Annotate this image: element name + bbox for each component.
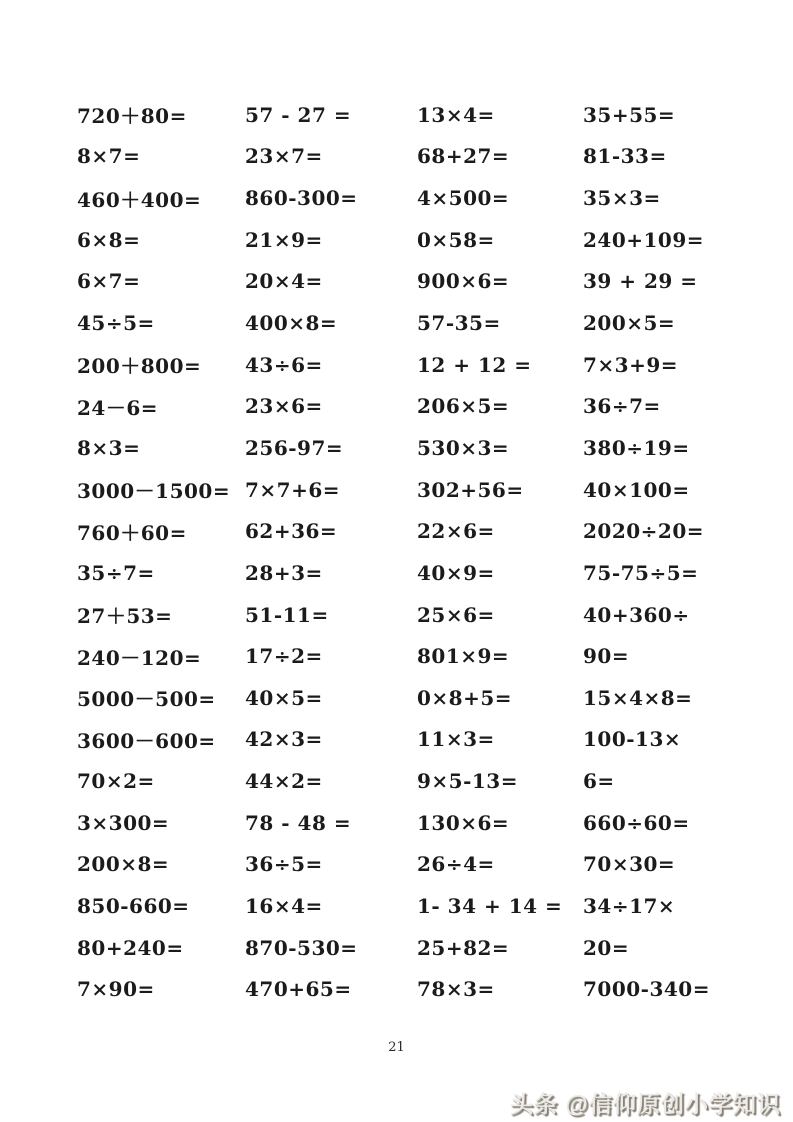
problem: 35÷7= xyxy=(77,560,155,585)
problem: 200＋800= xyxy=(77,354,202,379)
problem-row xyxy=(77,927,777,969)
problem: 81-33= xyxy=(583,144,667,169)
problem: 7000-340= xyxy=(583,977,710,1002)
problem-row xyxy=(77,635,777,677)
problem: 870-530= xyxy=(245,935,358,960)
problem: 1- 34 + 14 = xyxy=(417,893,563,918)
problem: 24－6= xyxy=(77,395,159,420)
problem-row xyxy=(77,219,777,261)
problem: 40+360÷ xyxy=(583,602,690,627)
problem: 20×4= xyxy=(245,269,323,294)
problem: 720＋80= xyxy=(77,104,187,129)
problem: 530×3= xyxy=(417,435,510,460)
problem: 850-660= xyxy=(77,893,190,918)
problem: 256-97= xyxy=(245,435,344,460)
problem: 70×2= xyxy=(77,769,155,794)
problem: 40×9= xyxy=(417,560,495,585)
problem: 3600－600= xyxy=(77,728,216,753)
problem: 78×3= xyxy=(417,977,495,1002)
problem: 51-11= xyxy=(245,602,329,627)
problem-row xyxy=(77,885,777,927)
problem: 200×5= xyxy=(583,311,676,336)
problem: 9×5-13= xyxy=(417,769,518,794)
problem-row xyxy=(77,719,777,761)
problem: 400×8= xyxy=(245,311,338,336)
problem: 35×3= xyxy=(583,186,661,211)
problem: 8×3= xyxy=(77,435,141,460)
problem: 2020÷20= xyxy=(583,519,705,544)
page-number: 21 xyxy=(388,1040,405,1055)
problem: 36÷5= xyxy=(245,852,323,877)
problem: 7×90= xyxy=(77,977,155,1002)
problem: 7×7+6= xyxy=(245,477,341,502)
problem: 25×6= xyxy=(417,602,495,627)
problem: 43÷6= xyxy=(245,352,323,377)
problem: 760＋60= xyxy=(77,520,187,545)
problem: 62+36= xyxy=(245,519,338,544)
problem: 0×58= xyxy=(417,227,495,252)
problem-row xyxy=(77,302,777,344)
problem: 16×4= xyxy=(245,893,323,918)
problem-row xyxy=(77,177,777,219)
problem: 100-13× xyxy=(583,727,682,752)
problem-row xyxy=(77,802,777,844)
problem: 28+3= xyxy=(245,560,323,585)
problem-row xyxy=(77,136,777,178)
problem: 0×8+5= xyxy=(417,685,513,710)
problem-row xyxy=(77,510,777,552)
problem: 302+56= xyxy=(417,477,524,502)
problem-row xyxy=(77,844,777,886)
problem: 23×7= xyxy=(245,144,323,169)
problem: 200×8= xyxy=(77,852,170,877)
problem: 8×7= xyxy=(77,144,141,169)
problem: 3000－1500= xyxy=(77,479,231,504)
problem: 78 - 48 = xyxy=(245,810,352,835)
problem-row xyxy=(77,94,777,136)
problem-row xyxy=(77,469,777,511)
problem: 206×5= xyxy=(417,394,510,419)
problem: 660÷60= xyxy=(583,810,690,835)
problem: 45÷5= xyxy=(77,311,155,336)
problem: 11×3= xyxy=(417,727,495,752)
problem: 22×6= xyxy=(417,519,495,544)
problem: 35+55= xyxy=(583,102,676,127)
problem: 17÷2= xyxy=(245,644,323,669)
problem: 801×9= xyxy=(417,644,510,669)
problem: 6×8= xyxy=(77,227,141,252)
problem: 40×5= xyxy=(245,685,323,710)
problem: 12 + 12 = xyxy=(417,352,532,377)
problem-grid xyxy=(77,94,777,1010)
problem: 70×30= xyxy=(583,852,676,877)
problem: 6= xyxy=(583,769,615,794)
problem: 13×4= xyxy=(417,102,495,127)
problem: 42×3= xyxy=(245,727,323,752)
problem: 15×4×8= xyxy=(583,685,693,710)
problem: 26÷4= xyxy=(417,852,495,877)
problem: 240－120= xyxy=(77,645,202,670)
problem: 39 + 29 = xyxy=(583,269,698,294)
problem: 5000－500= xyxy=(77,687,216,712)
problem-row xyxy=(77,677,777,719)
problem-row xyxy=(77,552,777,594)
problem: 460＋400= xyxy=(77,187,202,212)
problem: 80+240= xyxy=(77,935,184,960)
problem: 44×2= xyxy=(245,769,323,794)
problem-row xyxy=(77,427,777,469)
problem: 57 - 27 = xyxy=(245,102,352,127)
problem: 7×3+9= xyxy=(583,352,679,377)
problem: 40×100= xyxy=(583,477,690,502)
problem: 900×6= xyxy=(417,269,510,294)
problem-row xyxy=(77,594,777,636)
problem: 3×300= xyxy=(77,810,170,835)
problem: 23×6= xyxy=(245,394,323,419)
problem: 130×6= xyxy=(417,810,510,835)
problem-row xyxy=(77,261,777,303)
problem: 860-300= xyxy=(245,186,358,211)
problem: 25+82= xyxy=(417,935,510,960)
problem: 4×500= xyxy=(417,186,510,211)
problem: 27＋53= xyxy=(77,604,173,628)
problem: 34÷17× xyxy=(583,893,676,918)
watermark-text: 头条 @信仰原创小学知识 xyxy=(510,1091,781,1117)
problem: 470+65= xyxy=(245,977,352,1002)
problem-row xyxy=(77,968,777,1010)
problem: 20= xyxy=(583,935,630,960)
problem: 6×7= xyxy=(77,269,141,294)
problem: 240+109= xyxy=(583,227,705,252)
problem: 57-35= xyxy=(417,311,501,336)
problem-row xyxy=(77,385,777,427)
problem: 68+27= xyxy=(417,144,510,169)
problem: 75-75÷5= xyxy=(583,560,699,585)
problem: 36÷7= xyxy=(583,394,661,419)
problem-row xyxy=(77,344,777,386)
problem-row xyxy=(77,760,777,802)
problem: 380÷19= xyxy=(583,435,690,460)
problem: 21×9= xyxy=(245,227,323,252)
problem: 90= xyxy=(583,644,630,669)
